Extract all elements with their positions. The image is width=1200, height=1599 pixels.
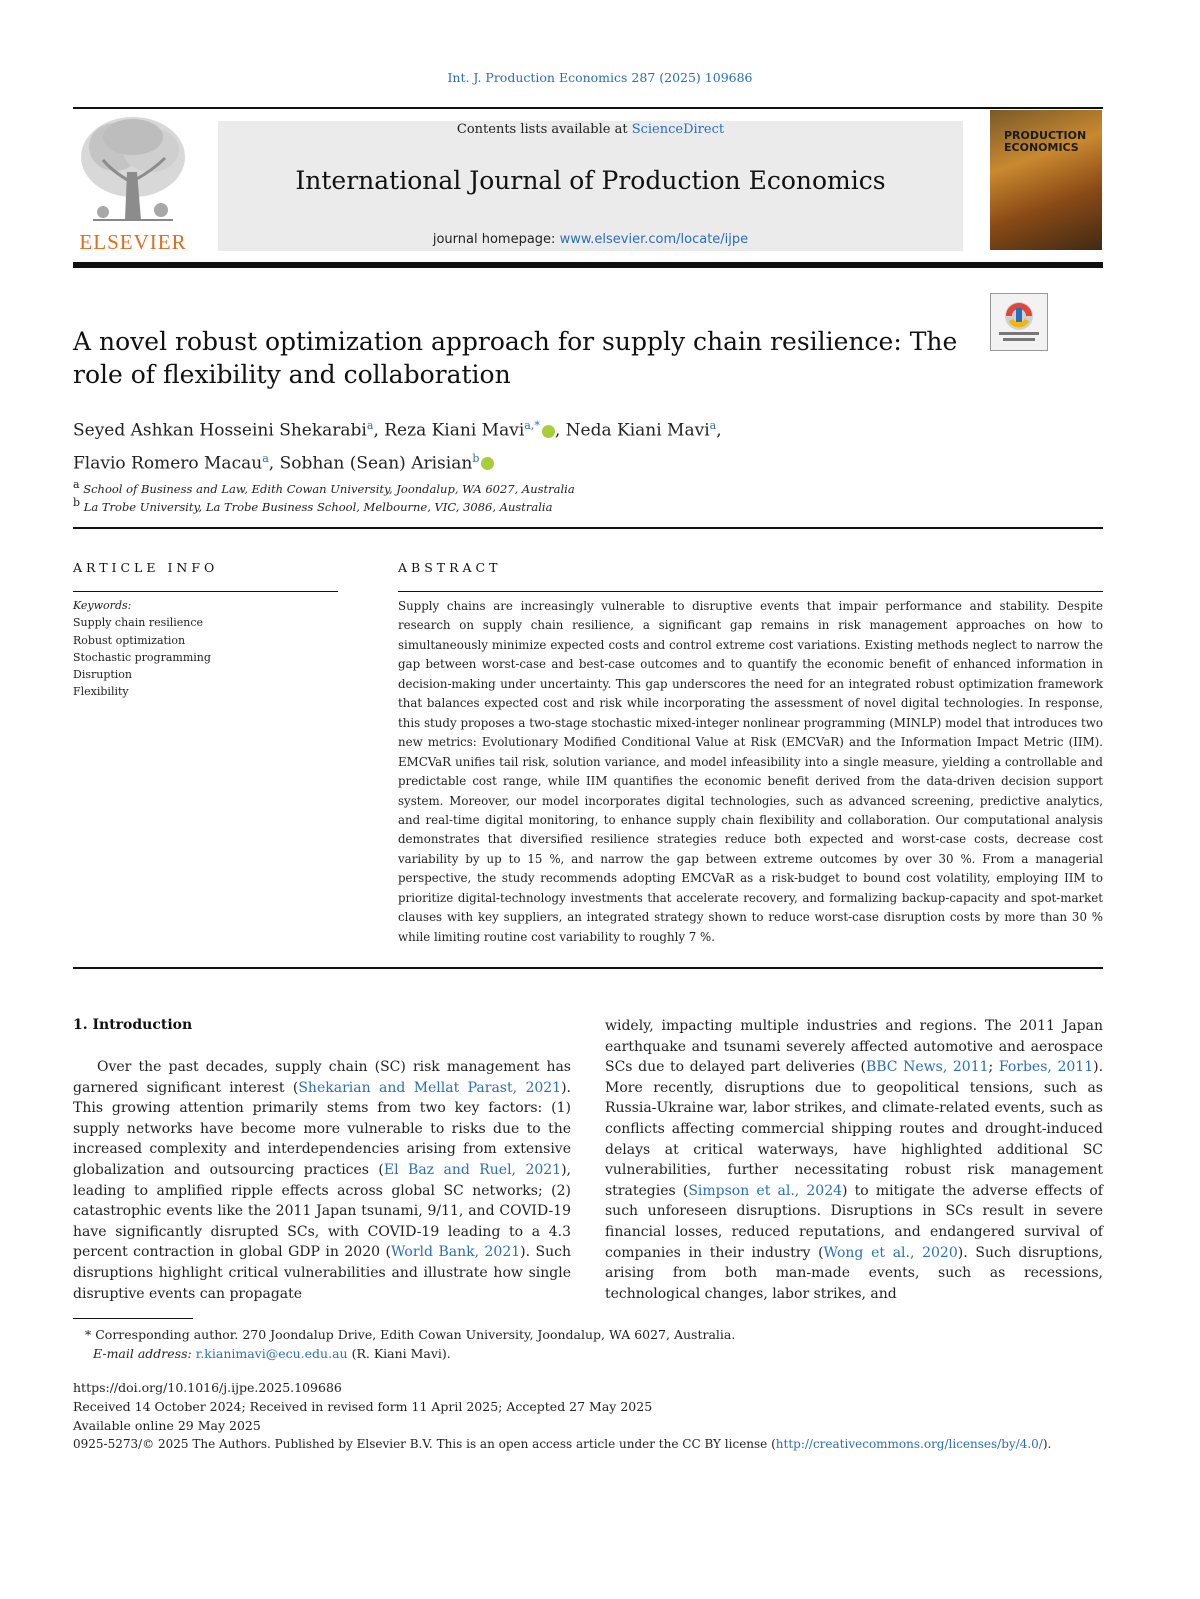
- body-text: ). This growing attention primarily stems from two key factors: (1) supply networks have become more vulnerable to risks due to the increased complexity and interdependencies arising from extensive globalization and outsourcing practices (: [73, 1079, 571, 1178]
- doi-link[interactable]: https://doi.org/10.1016/j.ijpe.2025.109686: [73, 1380, 342, 1395]
- header-rule: [73, 107, 1103, 109]
- citation-link[interactable]: Simpson et al., 2024: [688, 1182, 843, 1199]
- affiliation-superscript[interactable]: a: [366, 419, 374, 432]
- section-heading-introduction: 1. Introduction: [73, 1017, 193, 1033]
- citation-link[interactable]: Shekarian and Mellat Parast, 2021: [298, 1079, 562, 1096]
- homepage-link[interactable]: www.elsevier.com/locate/ijpe: [559, 232, 749, 247]
- journal-cover-thumbnail[interactable]: [990, 110, 1102, 250]
- crossmark-icon: [991, 294, 1047, 350]
- author-name[interactable]: Reza Kiani Mavi: [384, 420, 525, 441]
- title-block-rule: [73, 527, 1103, 529]
- body-column-left: [73, 1057, 571, 1304]
- affiliation-superscript[interactable]: a,*: [524, 419, 540, 432]
- affiliation-mark: a: [73, 478, 80, 491]
- contents-prefix: Contents lists available at: [456, 122, 632, 137]
- publisher-wordmark: ELSEVIER: [79, 230, 187, 254]
- email-link[interactable]: r.kianimavi@ecu.edu.au: [195, 1346, 348, 1361]
- cover-title: PRODUCTION ECONOMICS: [1004, 129, 1087, 154]
- homepage-prefix: journal homepage:: [432, 232, 560, 247]
- author-name[interactable]: Sobhan (Sean) Arisian: [279, 453, 473, 474]
- article-info-rule: [73, 591, 338, 592]
- affiliation-text: School of Business and Law, Edith Cowan University, Joondalup, WA 6027, Australia: [83, 481, 575, 496]
- citation-link[interactable]: El Baz and Ruel, 2021: [383, 1161, 562, 1178]
- body-text: ). Such disruptions highlight critical vulnerabilities and illustrate how single disruptive events can propagate: [73, 1244, 571, 1302]
- email-suffix: (R. Kiani Mavi).: [351, 1346, 451, 1361]
- body-column-right: [605, 1016, 1103, 1304]
- footnote-rule: [73, 1318, 193, 1319]
- author-name[interactable]: Flavio Romero Macau: [73, 453, 263, 474]
- license-line: [73, 1435, 1113, 1454]
- body-text: ) to mitigate the adverse effects of such unforeseen disruptions. Disruptions in SCs result in severe financial losses, reduced reputations, and endangered survival of companies in their industry (: [605, 1182, 1103, 1261]
- article-info-heading: ARTICLE INFO: [73, 560, 219, 575]
- author-separator: ,: [268, 453, 280, 474]
- received-dates: Received 14 October 2024; Received in revised form 11 April 2025; Accepted 27 May 2025: [73, 1399, 653, 1414]
- corresponding-text: Corresponding author. 270 Joondalup Drive, Edith Cowan University, Joondalup, WA 6027, Australia.: [95, 1327, 736, 1342]
- body-text: Over the past decades, supply chain (SC) risk management has garnered significant interest (: [73, 1059, 571, 1096]
- citation-link[interactable]: BBC News, 2011: [865, 1059, 989, 1076]
- masthead-rule: [73, 262, 1103, 268]
- keyword: Disruption: [73, 668, 133, 682]
- body-text: ;: [988, 1059, 999, 1076]
- author-separator: ,: [373, 420, 385, 441]
- author-separator: ,: [716, 420, 722, 441]
- abstract-heading: ABSTRACT: [398, 560, 502, 575]
- keywords-label: Keywords:: [73, 599, 132, 612]
- keyword: Stochastic programming: [73, 650, 211, 664]
- author-line: [73, 412, 1023, 445]
- license-link[interactable]: http://creativecommons.org/licenses/by/4.0/: [775, 1437, 1043, 1451]
- homepage-line: [218, 232, 963, 247]
- author-name[interactable]: Neda Kiani Mavi: [565, 420, 710, 441]
- affiliation-mark: b: [73, 496, 81, 509]
- journal-title: International Journal of Production Economics: [295, 166, 886, 195]
- sciencedirect-link[interactable]: ScienceDirect: [631, 122, 725, 137]
- citation-link[interactable]: Wong et al., 2020: [823, 1244, 958, 1261]
- body-text: ). Such disruptions, arising from both man-made events, such as recessions, technological changes, labor strikes, and: [605, 1244, 1103, 1302]
- author-list: [73, 412, 1023, 477]
- author-name[interactable]: Seyed Ashkan Hosseini Shekarabi: [73, 420, 367, 441]
- orcid-icon[interactable]: [542, 425, 555, 438]
- abstract-rule: [398, 591, 1103, 592]
- email-footnote: [73, 1344, 1133, 1363]
- abstract-end-rule: [73, 967, 1103, 969]
- email-label: E-mail address:: [93, 1346, 192, 1361]
- keyword: Supply chain resilience: [73, 616, 204, 630]
- abstract-text: Supply chains are increasingly vulnerable to disruptive events that impair performance and stability. Despite research on supply chain resilience, a significant gap remains in risk management approaches on how to simultaneously minimize expected costs and control extreme cost variations. Existing methods neglect to narrow the gap between worst-case and best-case outcomes and to quantify the economic benefit of enhanced information in decision-making under uncertainty. This gap underscores the need for an integrated robust optimization framework that balances expected cost and risk while incorporating the assessment of novel digital technologies. In response, this study proposes a two-stage stochastic mixed-integer nonlinear programming (MINLP) model that introduces two new metrics: Evolutionary Modified Conditional Value at Risk (EMCVaR) and the Information Impact Metric (IIM). EMCVaR unifies tail risk, solution variance, and model infeasibility into a single measure, yielding a controllable and predictable cost range, while IIM quantifies the economic benefit derived from the data-driven decision support system. Moreover, our model incorporates digital technologies, such as advanced screening, predictive analytics, and real-time digital monitoring, to enhance supply chain flexibility and collaboration. Our computational analysis demonstrates that diversified resilience strategies reduce both expected and worst-case costs, decrease cost variability by up to 15 %, and narrow the gap between extreme outcomes by over 30 %. From a managerial perspective, the study recommends adopting EMCVaR as a risk-budget to bound cost volatility, employing IIM to prioritize digital-technology investments that accelerate recovery, and formalizing backup-capacity and spot-market clauses with key suppliers, an integrated strategy shown to reduce worst-case disruption costs by more than 30 % while limiting routine cost variability to roughly 7 %.: [398, 599, 1103, 944]
- orcid-icon[interactable]: [481, 457, 494, 470]
- author-line: [73, 445, 1023, 478]
- keyword: Robust optimization: [73, 633, 186, 647]
- affiliation-superscript[interactable]: a: [262, 451, 269, 465]
- affiliation-superscript[interactable]: b: [472, 451, 480, 465]
- body-text: ), leading to amplified ripple effects across global SC networks; (2) catastrophic events like the 2011 Japan tsunami, 9/11, and COVID-19 have significantly disrupted SCs, with COVID-19 leading to a 4.3 percent contraction in global GDP in 2020 (: [73, 1161, 571, 1261]
- affiliation-a: [73, 478, 973, 496]
- affiliation-b: [73, 496, 973, 514]
- affiliation-superscript[interactable]: a: [709, 419, 717, 432]
- running-citation[interactable]: Int. J. Production Economics 287 (2025) 109686: [447, 70, 753, 85]
- license-suffix: ).: [1042, 1437, 1052, 1451]
- corresponding-mark: *: [85, 1327, 92, 1342]
- body-text: ). More recently, disruptions due to geopolitical tensions, such as Russia-Ukraine war, labor strikes, and climate-related events, such as conflicts affecting commercial shipping routes and drought-induced delays at critical waterways, have highlighted additional SC vulnerabilities, further necessitating robust risk management strategies (: [605, 1059, 1104, 1199]
- license-prefix: 0925-5273/© 2025 The Authors. Published by Elsevier B.V. This is an open access article under the CC BY license (: [73, 1437, 776, 1451]
- tree-icon: [73, 112, 193, 230]
- contents-line: [218, 122, 963, 137]
- keywords-list: [73, 597, 343, 701]
- paper-title: A novel robust optimization approach for supply chain resilience: The role of flexibility and collaboration: [73, 327, 958, 389]
- author-separator: ,: [554, 420, 566, 441]
- affiliation-text: La Trobe University, La Trobe Business School, Melbourne, VIC, 3086, Australia: [83, 499, 553, 514]
- body-text: widely, impacting multiple industries and regions. The 2011 Japan earthquake and tsunami severely affected automotive and aerospace SCs due to delayed part deliveries (: [605, 1018, 1103, 1076]
- corresponding-footnote: [73, 1325, 1125, 1344]
- check-for-updates-badge[interactable]: [990, 293, 1048, 351]
- citation-link[interactable]: Forbes, 2011: [998, 1059, 1094, 1076]
- citation-link[interactable]: World Bank, 2021: [390, 1244, 521, 1261]
- keyword: Flexibility: [73, 685, 129, 699]
- available-online: Available online 29 May 2025: [73, 1418, 261, 1433]
